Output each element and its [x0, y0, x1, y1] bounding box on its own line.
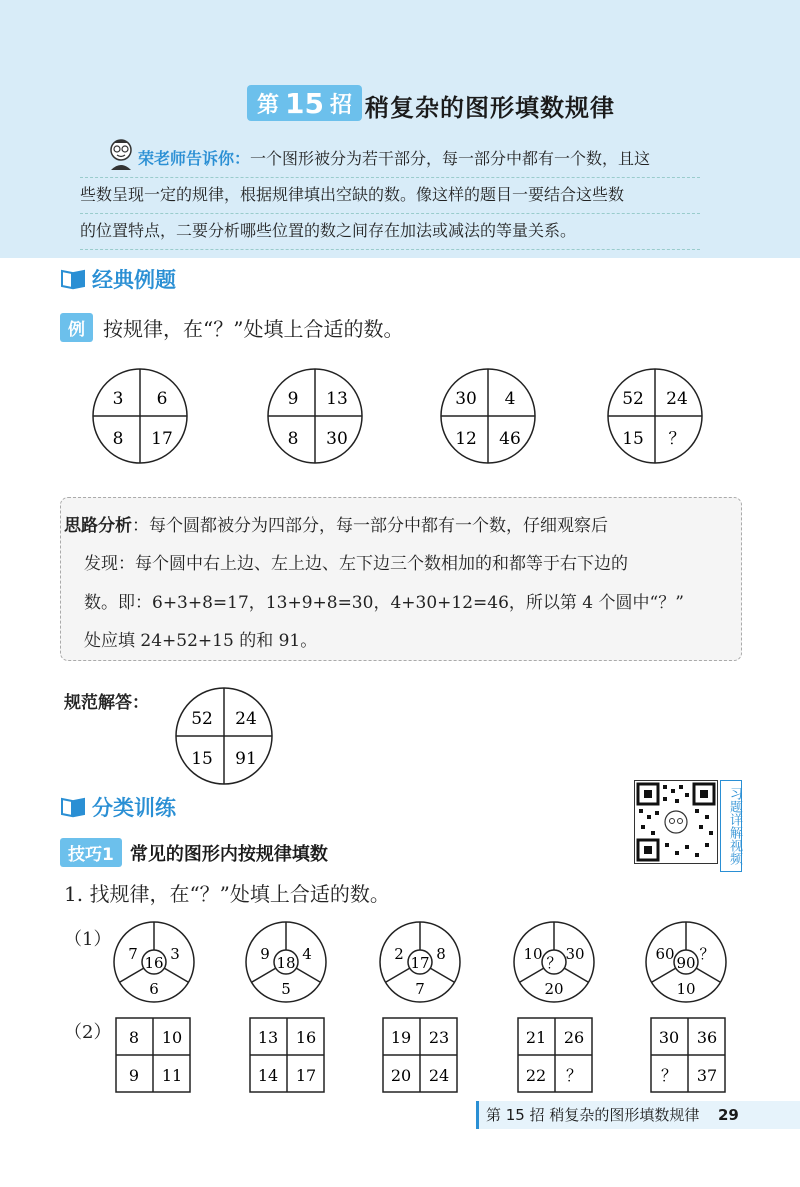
wheel-bottom: 7 — [415, 980, 425, 998]
example-question-text: 按规律，在“？”处填上合适的数。 — [103, 317, 404, 341]
grid-4 — [518, 1018, 592, 1092]
analysis-line-4: 处应填 24+52+15 的和 91。 — [84, 631, 318, 651]
answer-label: 规范解答： — [64, 693, 149, 713]
training-heading-label: 分类训练 — [92, 796, 176, 820]
wheel-bottom: 5 — [281, 980, 291, 998]
wheel-1 — [114, 922, 194, 1002]
wheel-bottom: 20 — [544, 980, 564, 998]
wheel-bottom: 10 — [676, 980, 696, 998]
grid-tl: 8 — [128, 1028, 140, 1047]
grid-tr: 16 — [295, 1028, 317, 1047]
wheel-left: 7 — [128, 945, 138, 963]
wheel-center: 16 — [144, 954, 164, 972]
qr-caption: 习题详解视频 — [720, 780, 742, 872]
tip-text-1: 一个图形被分为若干部分，每一部分中都有一个数，且这 — [250, 149, 651, 168]
analysis-label: 思路分析 — [64, 516, 132, 536]
skill-title: 常见的图形内按规律填数 — [129, 843, 328, 865]
tip-line-2: 些数呈现一定的规律，根据规律填出空缺的数。像这样的题目一要结合这些数 — [80, 177, 700, 214]
wheel-2 — [246, 922, 326, 1002]
grid-tr: 10 — [161, 1028, 183, 1047]
book-icon — [60, 796, 86, 818]
tip-label: 荣老师告诉你： — [138, 149, 251, 168]
example-question — [60, 313, 403, 342]
qr-code-icon[interactable] — [634, 780, 718, 864]
cell-tl: 3 — [112, 389, 124, 409]
grid-bl: 20 — [390, 1066, 412, 1085]
cell-tr: 4 — [504, 389, 516, 409]
wheel-right: 30 — [565, 945, 585, 963]
cell-br: 17 — [151, 429, 173, 449]
example-circle-1 — [93, 369, 187, 463]
grid-tl: 13 — [257, 1028, 279, 1047]
tip-line-1 — [80, 141, 700, 178]
wheel-center: ？ — [546, 954, 562, 972]
cell-bl: 8 — [112, 429, 124, 449]
example-circle-2 — [268, 369, 362, 463]
cell-bl: 8 — [287, 429, 299, 449]
cell-br: 30 — [326, 429, 348, 449]
grid-br: 11 — [161, 1066, 183, 1085]
grid-bl: ？ — [660, 1066, 678, 1085]
grid-row — [110, 1014, 750, 1096]
cell-br: ？ — [668, 429, 686, 449]
cell-tl: 9 — [287, 389, 299, 409]
example-heading — [60, 264, 176, 294]
grid-tl: 19 — [390, 1028, 412, 1047]
wheel-3 — [380, 922, 460, 1002]
grid-bl: 9 — [128, 1066, 140, 1085]
page-number: 29 — [718, 1106, 739, 1124]
wheel-5 — [646, 922, 726, 1002]
example-circle-3 — [441, 369, 535, 463]
cell-tl: 52 — [622, 389, 644, 409]
cell-tr: 24 — [235, 709, 257, 729]
skill-tag: 技巧1 — [60, 838, 122, 867]
badge-prefix: 第 — [257, 92, 280, 118]
wheel-right: 3 — [170, 945, 180, 963]
grid-br: 24 — [428, 1066, 450, 1085]
tip-line-3: 的位置特点，二要分析哪些位置的数之间存在加法或减法的等量关系。 — [80, 213, 700, 250]
badge-number: 15 — [285, 86, 324, 120]
cell-br: 46 — [499, 429, 521, 449]
example-heading-label: 经典例题 — [92, 268, 176, 292]
book-icon — [60, 268, 86, 290]
example-tag: 例 — [60, 313, 93, 342]
footer-divider — [476, 1101, 479, 1129]
wheel-bottom: 6 — [149, 980, 159, 998]
grid-bl: 22 — [525, 1066, 547, 1085]
wheel-4 — [514, 922, 594, 1002]
wheel-left: 10 — [523, 945, 543, 963]
footer-chapter: 第 15 招 稍复杂的图形填数规律 — [486, 1106, 700, 1124]
grid-tl: 30 — [658, 1028, 680, 1047]
grid-br: 17 — [295, 1066, 317, 1085]
grid-tr: 23 — [428, 1028, 450, 1047]
cell-bl: 15 — [622, 429, 644, 449]
cell-tr: 24 — [666, 389, 688, 409]
grid-1 — [116, 1018, 190, 1092]
grid-tl: 21 — [525, 1028, 547, 1047]
grid-bl: 14 — [257, 1066, 279, 1085]
badge-suffix: 招 — [329, 92, 352, 118]
grid-5 — [651, 1018, 725, 1092]
grid-br: ？ — [565, 1066, 583, 1085]
analysis-line-2: 发现：每个圆中右上边、左上边、左下边三个数相加的和都等于右下边的 — [84, 554, 628, 574]
wheel-left: 2 — [394, 945, 404, 963]
chapter-badge — [247, 85, 362, 121]
cell-tr: 6 — [156, 389, 168, 409]
wheel-right: 8 — [436, 945, 446, 963]
example-circles — [80, 362, 740, 472]
wheel-row — [110, 918, 750, 1008]
cell-br: 91 — [235, 749, 257, 769]
part2-label: （2） — [64, 1022, 112, 1043]
cell-bl: 12 — [455, 429, 477, 449]
wheel-right: 4 — [302, 945, 312, 963]
analysis-text-1: ：每个圆都被分为四部分，每一部分中都有一个数，仔细观察后 — [132, 516, 608, 536]
grid-2 — [250, 1018, 324, 1092]
answer-circle — [172, 684, 276, 788]
analysis-line-3: 数。即：6+3+8=17，13+9+8=30，4+30+12=46，所以第 4 个圆中“？” — [84, 593, 684, 613]
wheel-left: 9 — [260, 945, 270, 963]
analysis-line-1 — [64, 511, 608, 536]
cell-tr: 13 — [326, 389, 348, 409]
wheel-right: ？ — [699, 945, 715, 963]
example-circle-4 — [608, 369, 702, 463]
page-title: 稍复杂的图形填数规律 — [365, 94, 615, 122]
part1-label: （1） — [64, 929, 112, 950]
grid-tr: 36 — [696, 1028, 718, 1047]
grid-tr: 26 — [563, 1028, 585, 1047]
cell-tl: 30 — [455, 389, 477, 409]
wheel-left: 60 — [655, 945, 675, 963]
cell-bl: 15 — [191, 749, 213, 769]
wheel-center: 90 — [676, 954, 696, 972]
skill-heading — [60, 838, 328, 867]
training-question: 1. 找规律，在“？”处填上合适的数。 — [64, 882, 390, 906]
training-heading — [60, 792, 176, 822]
wheel-center: 18 — [276, 954, 296, 972]
grid-3 — [383, 1018, 457, 1092]
grid-br: 37 — [696, 1066, 718, 1085]
cell-tl: 52 — [191, 709, 213, 729]
wheel-center: 17 — [410, 954, 430, 972]
